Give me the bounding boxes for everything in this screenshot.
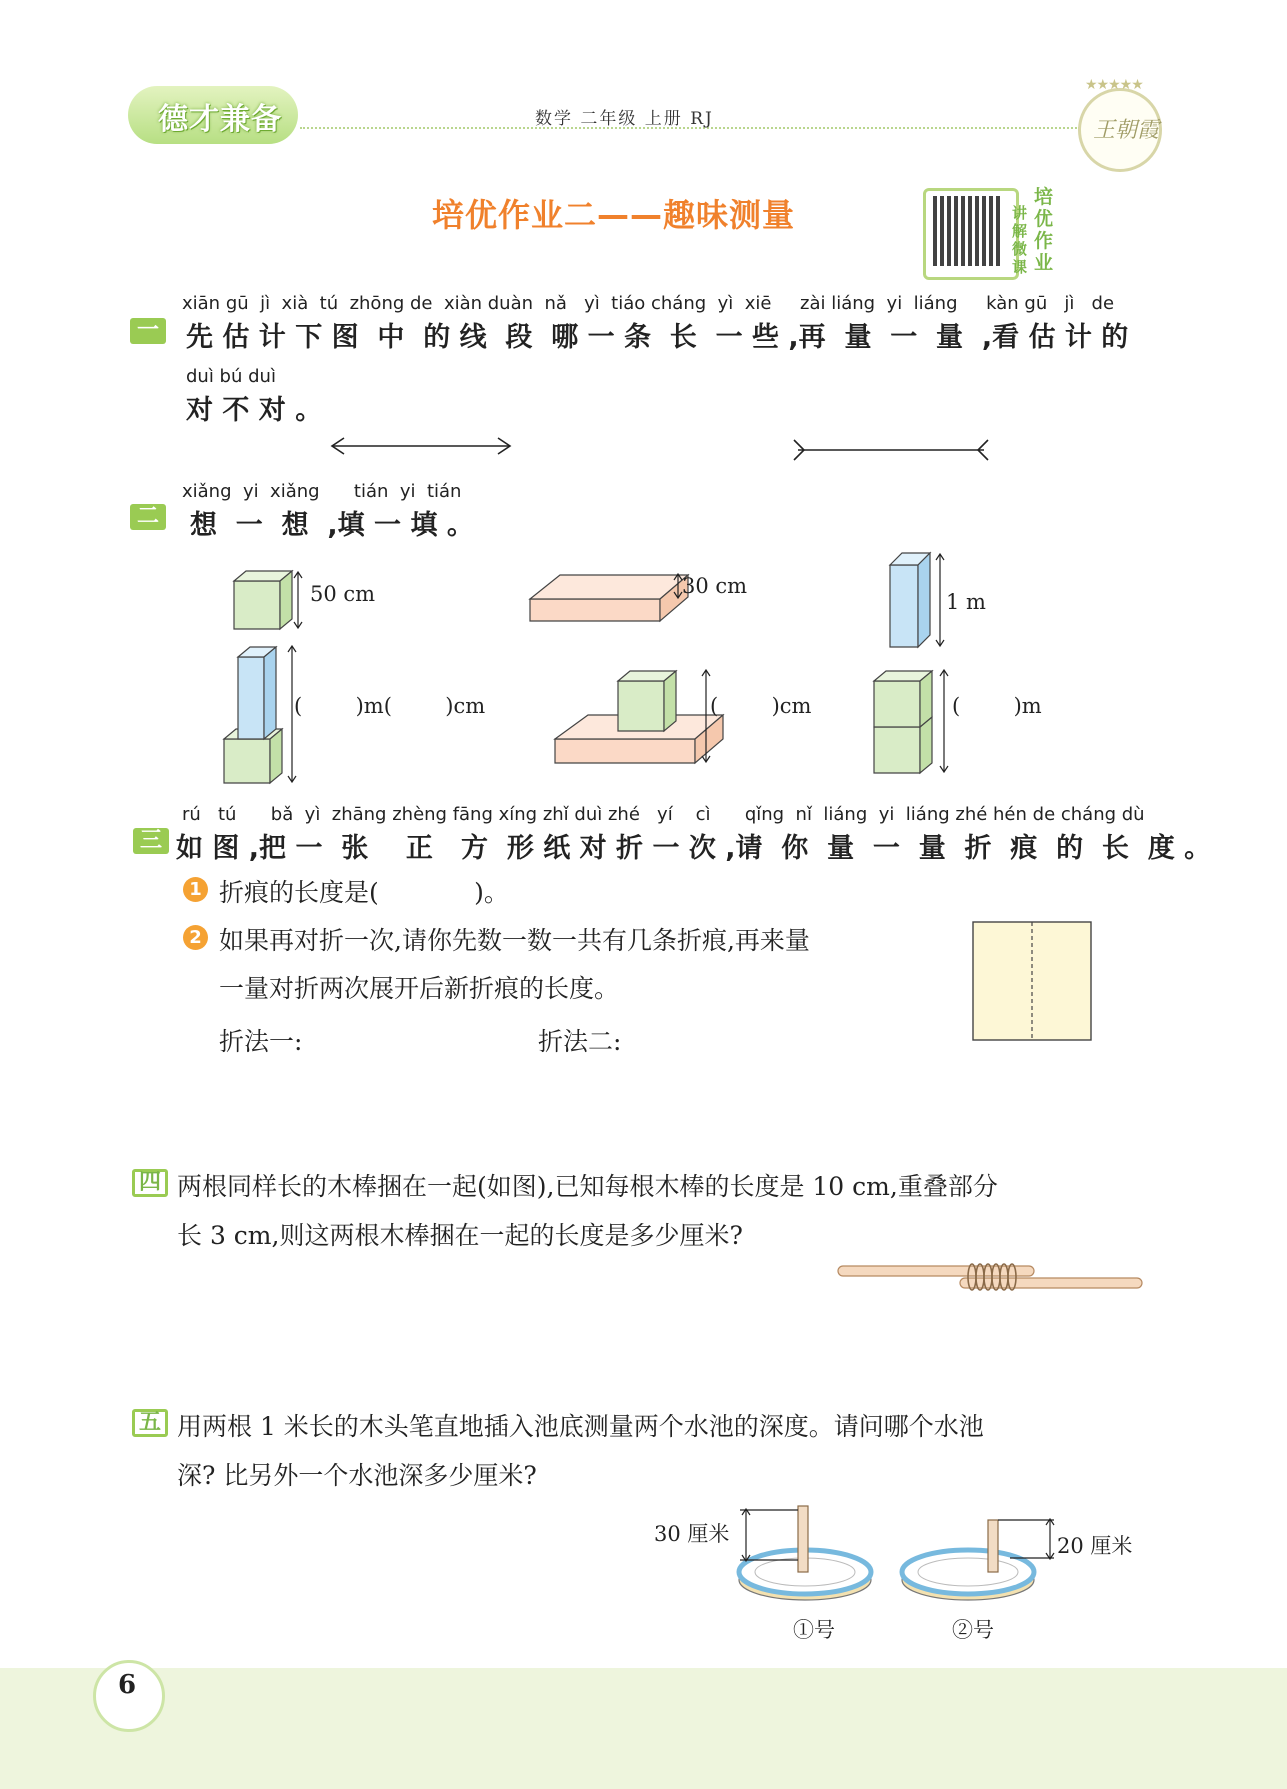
answer-blank-a[interactable]: ( )m( )cm [294, 694, 486, 718]
pool-1 [739, 1506, 871, 1600]
brand-logo [128, 86, 298, 144]
section2-pinyin: xiǎng yi xiǎng tián yi tián [182, 481, 462, 502]
section-badge-4: 四 [132, 1169, 168, 1197]
subquestion-1: 折痕的长度是( )。 [219, 878, 509, 907]
green-cube-a [234, 571, 292, 629]
label-1m: 1 m [946, 590, 986, 614]
question-number-2: 2 [183, 925, 208, 950]
blue-prism-c [890, 553, 930, 647]
dim-arrow-a [294, 572, 302, 628]
section3-question: 如 图 ,把 一 张 正 方 形 纸 对 折 一 次 ,请 你 量 一 量 折 痕 的 长 度 。 [176, 833, 1212, 864]
pink-slab-b [530, 575, 688, 621]
pool-1-label: ①号 [793, 1618, 835, 1642]
subquestion-2-line1: 如果再对折一次,请你先数一数一共有几条折痕,再来量 [219, 926, 810, 955]
pool-2-label: ②号 [952, 1618, 994, 1642]
section1-question-line1: 先 估 计 下 图 中 的 线 段 哪 一 条 长 一 些 ,再 量 一 量 ,看 估 计 的 [186, 322, 1129, 353]
qr-label-small: 讲解微课 [1012, 204, 1028, 276]
section4-question-line2: 长 3 cm,则这两根木棒捆在一起的长度是多少厘米? [177, 1221, 743, 1250]
subject-line: 数学 二年级 上册 RJ [535, 109, 714, 129]
section-badge-5: 五 [132, 1409, 168, 1437]
page-title: 培优作业二——趣味测量 [432, 196, 796, 234]
segment-a [332, 438, 510, 454]
label-30cm: 30 cm [682, 574, 748, 598]
section-badge-3: 三 [133, 828, 169, 854]
section5-question-line2: 深? 比另外一个水池深多少厘米? [177, 1461, 537, 1490]
label-50cm: 50 cm [310, 582, 376, 606]
label-20-li-mi: 20 厘米 [1057, 1534, 1133, 1558]
qr-label-big: 培优作业 [1034, 186, 1054, 274]
page-number: 6 [118, 1670, 137, 1700]
section1-pinyin-line2: duì bú duì [186, 366, 276, 387]
label-30-li-mi: 30 厘米 [654, 1522, 730, 1546]
section1-pinyin-line1: xiān gū jì xià tú zhōng de xiàn duàn nǎ yì tiáo cháng yì xiē zài liáng yi liáng kàn gū jì de [182, 293, 1115, 314]
logo-text: 德才兼备 [158, 102, 282, 137]
dim-arrow-c [936, 554, 944, 646]
stack-c [874, 671, 932, 773]
author-seal [1078, 77, 1162, 172]
section4-question-line1: 两根同样长的木棒捆在一起(如图),已知每根木棒的长度是 10 cm,重叠部分 [177, 1172, 998, 1201]
answer-blank-b[interactable]: ( )cm [710, 694, 812, 718]
line-segments-figure [320, 430, 1020, 470]
method-two-label: 折法二: [538, 1027, 622, 1056]
answer-blank-c[interactable]: ( )m [952, 694, 1042, 718]
section-badge-1: 一 [130, 318, 166, 344]
section-badge-2: 二 [130, 504, 166, 530]
section2-question: 想 一 想 ,填 一 填 。 [190, 510, 474, 541]
seal-text: 王朝霞 [1093, 118, 1160, 143]
tied-sticks-figure [836, 1260, 1146, 1300]
stack-a [224, 647, 282, 783]
segment-b [794, 440, 988, 460]
stack-b [555, 671, 723, 763]
question-number-1: 1 [183, 877, 208, 902]
pool-2 [902, 1520, 1034, 1600]
section1-question-line2: 对 不 对 。 [186, 395, 323, 426]
dim-arrow-c2 [940, 670, 948, 772]
folded-square-figure [972, 921, 1094, 1043]
footer-background [0, 1668, 1287, 1789]
stars-icon: ★★★★★ [1085, 77, 1143, 93]
method-one-label: 折法一: [219, 1027, 303, 1056]
subquestion-2-line2: 一量对折两次展开后新折痕的长度。 [219, 974, 620, 1003]
section3-pinyin: rú tú bǎ yì zhāng zhèng fāng xíng zhǐ duì zhé yí cì qǐng nǐ liáng yi liáng zhé hén de cháng dù [182, 804, 1145, 825]
section5-question-line1: 用两根 1 米长的木头笔直地插入池底测量两个水池的深度。请问哪个水池 [177, 1412, 984, 1441]
qr-code-icon[interactable] [933, 196, 1003, 266]
